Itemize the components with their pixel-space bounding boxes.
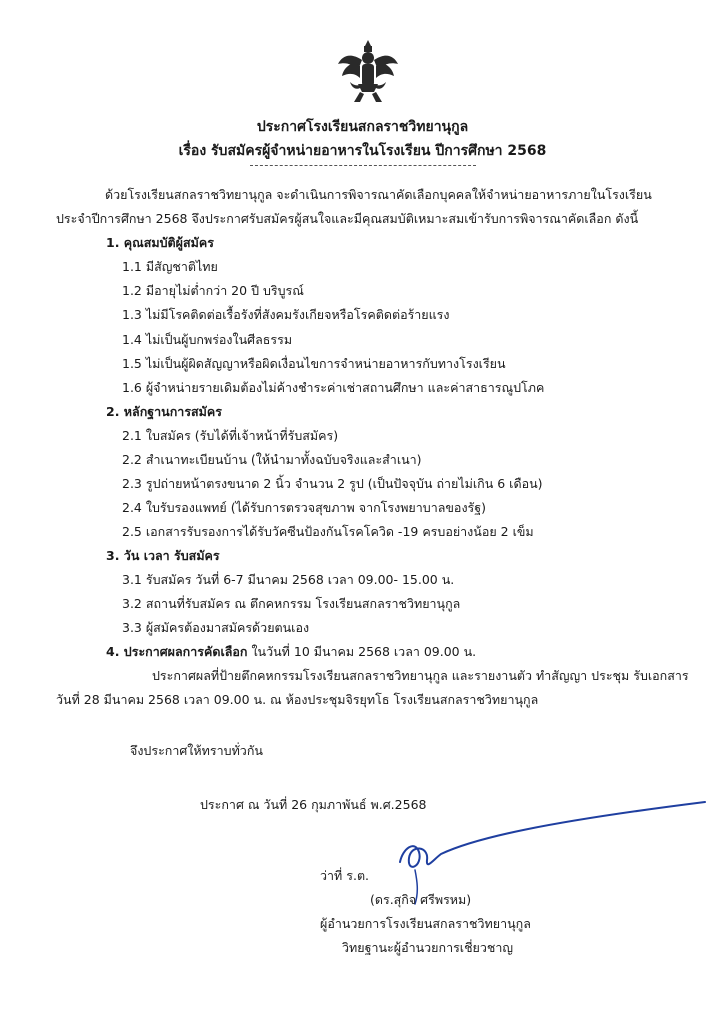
result-detail-1: ประกาศผลที่ป้ายตึกคหกรรมโรงเรียนสกลราชวิทยานุกูล และรายงานตัว ทำสัญญา ประชุม รับเอกสาร bbox=[152, 668, 689, 683]
list-item: 3.1 รับสมัคร วันที่ 6-7 มีนาคม 2568 เวลา 09.00- 15.00 น. bbox=[122, 572, 455, 587]
announcement-title: ประกาศโรงเรียนสกลราชวิทยานุกูล bbox=[256, 119, 469, 135]
garuda-emblem-icon bbox=[336, 38, 400, 104]
list-item: 1.6 ผู้จำหน่ายรายเดิมต้องไม่ค้างชำระค่าเช่าสถานศึกษา และค่าสาธารณูปโภค bbox=[122, 380, 545, 395]
intro-line-2: ประจำปีการศึกษา 2568 จึงประกาศรับสมัครผู้สนใจและมีคุณสมบัติเหมาะสมเข้ารับการพิจารณาคัดเลือก ดังนี้ bbox=[56, 211, 639, 226]
signer-name: (ดร.สุกิจ ศรีพรหม) bbox=[370, 892, 472, 907]
section-heading: 4. ประกาศผลการคัดเลือก bbox=[106, 644, 248, 659]
section-heading: 2. หลักฐานการสมัคร bbox=[106, 404, 222, 419]
closing-notice: จึงประกาศให้ทราบทั่วกัน bbox=[130, 743, 263, 758]
list-item: 1.5 ไม่เป็นผู้ผิดสัญญาหรือผิดเงื่อนไขการจำหน่ายอาหารกับทางโรงเรียน bbox=[122, 356, 506, 371]
section-heading: 3. วัน เวลา รับสมัคร bbox=[106, 548, 220, 563]
list-item: 2.5 เอกสารรับรองการได้รับวัคซีนป้องกันโรคโควิด -19 ครบอย่างน้อย 2 เข็ม bbox=[122, 524, 534, 539]
list-item: 3.3 ผู้สมัครต้องมาสมัครด้วยตนเอง bbox=[122, 620, 310, 635]
signer-acting-rank: ว่าที่ ร.ต. bbox=[320, 868, 370, 883]
list-item: 1.1 มีสัญชาติไทย bbox=[122, 259, 218, 274]
announcement-date: ประกาศ ณ วันที่ 26 กุมภาพันธ์ พ.ศ.2568 bbox=[200, 797, 427, 812]
list-item: 2.2 สำเนาทะเบียนบ้าน (ให้นำมาทั้งฉบับจริงและสำเนา) bbox=[122, 452, 422, 467]
list-item: 1.2 มีอายุไม่ต่ำกว่า 20 ปี บริบูรณ์ bbox=[122, 283, 304, 298]
result-line bbox=[106, 642, 476, 662]
list-item: 2.4 ใบรับรองแพทย์ (ได้รับการตรวจสุขภาพ จากโรงพยาบาลของรัฐ) bbox=[122, 500, 487, 515]
signer-rank: วิทยฐานะผู้อำนวยการเชี่ยวชาญ bbox=[342, 940, 514, 955]
title-divider bbox=[250, 165, 476, 166]
list-item: 3.2 สถานที่รับสมัคร ณ ตึกคหกรรม โรงเรียนสกลราชวิทยานุกูล bbox=[122, 596, 461, 611]
result-date: ในวันที่ 10 มีนาคม 2568 เวลา 09.00 น. bbox=[247, 644, 477, 659]
announcement-subject: เรื่อง รับสมัครผู้จำหน่ายอาหารในโรงเรียน ปีการศึกษา 2568 bbox=[178, 143, 547, 159]
list-item: 1.3 ไม่มีโรคติดต่อเรื้อรังที่สังคมรังเกียจหรือโรคติดต่อร้ายแรง bbox=[122, 307, 450, 322]
result-detail-2: วันที่ 28 มีนาคม 2568 เวลา 09.00 น. ณ ห้องประชุมจิรยุทโธ โรงเรียนสกลราชวิทยานุกูล bbox=[56, 692, 539, 707]
list-item: 2.3 รูปถ่ายหน้าตรงขนาด 2 นิ้ว จำนวน 2 รูป (เป็นปัจจุบัน ถ่ายไม่เกิน 6 เดือน) bbox=[122, 476, 543, 491]
list-item: 2.1 ใบสมัคร (รับได้ที่เจ้าหน้าที่รับสมัคร) bbox=[122, 428, 339, 443]
intro-line-1: ด้วยโรงเรียนสกลราชวิทยานุกูล จะดำเนินการพิจารณาคัดเลือกบุคคลให้จำหน่ายอาหารภายในโรงเรียน bbox=[105, 187, 652, 202]
section-heading: 1. คุณสมบัติผู้สมัคร bbox=[106, 235, 214, 250]
signer-position: ผู้อำนวยการโรงเรียนสกลราชวิทยานุกูล bbox=[320, 916, 531, 931]
list-item: 1.4 ไม่เป็นผู้บกพร่องในศีลธรรม bbox=[122, 332, 293, 347]
